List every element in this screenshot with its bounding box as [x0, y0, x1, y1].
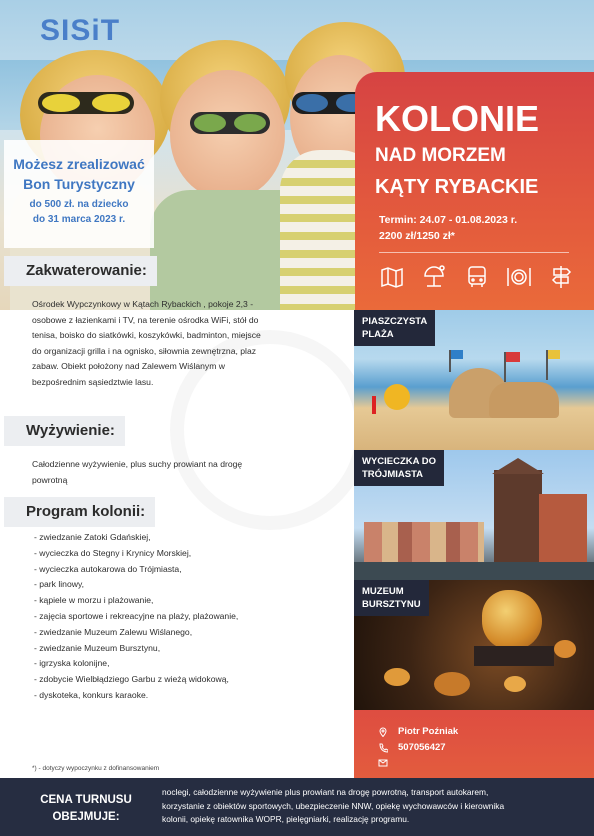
- list-item: - kąpiele w morzu i plażowanie,: [34, 595, 154, 606]
- program-heading: Program kolonii:: [4, 497, 155, 527]
- list-item: - wycieczka do Stegny i Krynicy Morskiej,: [34, 547, 192, 558]
- photo-sandy-beach: [354, 310, 594, 450]
- offer-location: KĄTY RYBACKIE: [375, 176, 539, 198]
- list-item: - zwiedzanie Muzeum Bursztynu,: [34, 642, 161, 653]
- offer-icons: [379, 264, 574, 290]
- contact-name: Piotr Poźniak: [398, 726, 459, 737]
- beach-umbrella-icon: [421, 264, 447, 290]
- program-list: [34, 530, 238, 704]
- footer-price-includes: [0, 778, 594, 836]
- phone-icon: [378, 743, 388, 753]
- accommodation-heading: Zakwaterowanie:: [4, 256, 157, 286]
- voucher-title: Możesz zrealizować Bon Turystyczny: [13, 156, 145, 192]
- brand-logo: SISiT: [40, 14, 121, 47]
- list-item: - igrzyska kolonijne,: [34, 658, 110, 669]
- offer-price: 2200 zł/1250 zł*: [379, 230, 455, 242]
- contact-phone-row[interactable]: [378, 742, 446, 753]
- footnote: *) - dotyczy wypoczynku z dofinansowaniem: [32, 765, 160, 772]
- photo-label-tricity: WYCIECZKA DO TRÓJMIASTA: [354, 450, 444, 486]
- list-item: - zdobycie Wielbłądziego Garbu z wieżą widokową,: [34, 674, 229, 685]
- offer-panel: [355, 72, 594, 310]
- voucher-amount: do 500 zł. na dziecko: [29, 199, 129, 210]
- photo-label-amber: MUZEUM BURSZTYNU: [354, 580, 429, 616]
- offer-subtitle: NAD MORZEM: [375, 145, 506, 166]
- tourist-voucher-box: [4, 140, 154, 248]
- photo-tricity: [354, 450, 594, 580]
- green-sunglasses: [190, 112, 270, 134]
- signpost-icon: [548, 264, 574, 290]
- list-item: - zwiedzanie Muzeum Zalewu Wiślanego,: [34, 626, 193, 637]
- contact-phone[interactable]: 507056427: [398, 742, 446, 753]
- meals-text: Całodzienne wyżywienie, plus suchy prowiant na drogę powrotną: [32, 459, 243, 485]
- voucher-deadline: do 31 marca 2023 r.: [32, 214, 126, 225]
- kid-middle-face: [170, 70, 285, 200]
- meals-heading: Wyżywienie:: [4, 416, 125, 446]
- offer-term: Termin: 24.07 - 01.08.2023 r.: [379, 214, 518, 226]
- map-icon: [379, 264, 405, 290]
- offer-divider: [379, 252, 569, 253]
- list-item: - park linowy,: [34, 579, 84, 590]
- list-item: - wycieczka autokarowa do Trójmiasta,: [34, 563, 182, 574]
- meal-icon: [506, 264, 532, 290]
- footer-text: noclegi, całodzienne wyżywienie plus prowiant na drogę powrotną, transport autokarem, korzystanie z obiektów sportowych, ubezpieczenie NNW, opiekę wychowawców i kierownika kolonii, opiekę ratownika WOPR, pielęgniarki, realizację programu.: [162, 787, 505, 824]
- photo-label-beach: PIASZCZYSTA PLAŻA: [354, 310, 435, 346]
- envelope-icon: [378, 758, 388, 768]
- list-item: - dyskoteka, konkurs karaoke.: [34, 689, 149, 700]
- contact-email-row[interactable]: [378, 758, 398, 768]
- accommodation-text: Ośrodek Wypczynkowy w Kątach Rybackich , pokoje 2,3 - osobowe z łazienkami i TV, na terenie ośrodka WiFi, stół do tenisa, boisko do siatkówki, koszykówki, badminton, miejsce do organizacji grilla i na ognisko, siłownia zewnętrzna, plaz zabaw. Obiekt położony nad Zalewem Wiślanym w bezpośrednim sąsiedztwie lasu.: [32, 299, 261, 387]
- contact-name-row: [378, 726, 458, 737]
- footer-heading: CENA TURNUSU OBEJMUJE:: [40, 794, 132, 823]
- yellow-sunglasses: [38, 92, 134, 114]
- offer-title: KOLONIE: [375, 98, 540, 139]
- list-item: - zajęcia sportowe i rekreacyjne na plaży, plażowanie,: [34, 610, 239, 621]
- contact-panel: [354, 710, 594, 778]
- photo-amber-museum: [354, 580, 594, 710]
- bus-icon: [464, 264, 490, 290]
- location-pin-icon: [378, 727, 388, 737]
- list-item: - zwiedzanie Zatoki Gdańskiej,: [34, 532, 151, 542]
